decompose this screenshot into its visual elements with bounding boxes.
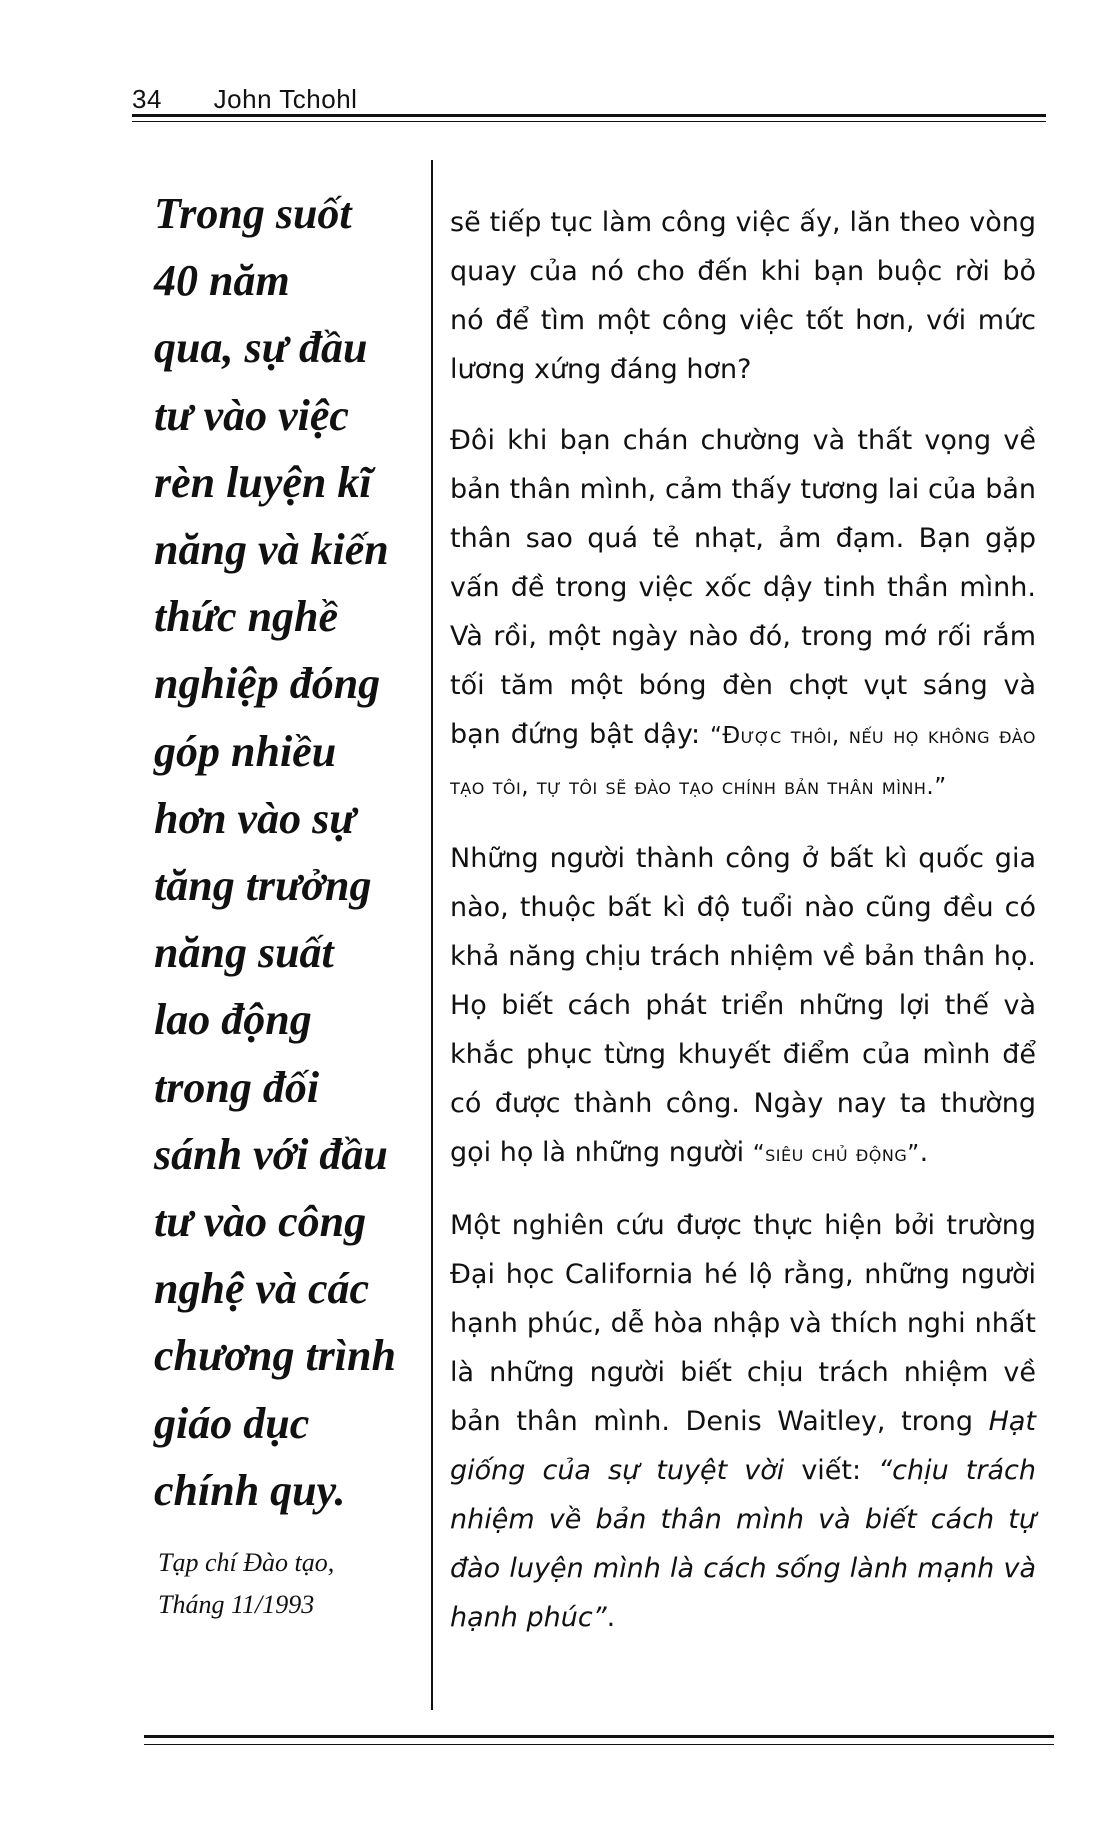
column-divider <box>431 160 433 1710</box>
paragraph-2: Đôi khi bạn chán chường và thất vọng về bản thân mình, cảm thấy tương lai của bản thân sao quá tẻ nhạt, ảm đạm. Bạn gặp vấn đề trong việc xốc dậy tinh thần mình. Và rồi, một ngày nào đó, trong mớ rối rắm tối tăm một bóng đèn chợt vụt sáng và bạn đứng bật dậy: “Được thôi, nếu họ không đào tạo tôi, tự tôi sẽ đào tạo chính bản thân mình.” <box>450 425 1036 800</box>
pull-quote-source: Tạp chí Đào tạo, Tháng 11/1993 <box>158 1548 335 1619</box>
paragraph-4: Một nghiên cứu được thực hiện bởi trường Đại học California hé lộ rằng, những người hạnh phúc, dễ hòa nhập và thích nghi nhất là những người biết chịu trách nhiệm về bản thân mình. Denis Waitley, trong Hạt giống của sự tuyệt vời viết: “chịu trách nhiệm về bản thân mình và biết cách tự đào luyện mình là cách sống lành mạnh và hạnh phúc”. <box>450 1210 1036 1633</box>
book-title: Hạt giống của sự tuyệt vời <box>450 1406 1036 1486</box>
header-rule-thin <box>132 121 1046 122</box>
running-header <box>132 84 357 115</box>
paragraph-3: Những người thành công ở bất kì quốc gia nào, thuộc bất kì độ tuổi nào cũng đều có khả năng chịu trách nhiệm về bản thân họ. Họ biết cách phát triển những lợi thế và khắc phục từng khuyết điểm của mình để có được thành công. Ngày nay ta thường gọi họ là những người “siêu chủ động”. <box>450 843 1036 1168</box>
footer-rule <box>144 1735 1054 1738</box>
paragraph-2-quote: “Được thôi, nếu họ không đào tạo tôi, tự tôi sẽ đào tạo chính bản thân mình.” <box>450 723 1036 800</box>
paragraph-3-term: “siêu chủ động” <box>752 1141 920 1167</box>
header-rule <box>132 114 1046 117</box>
running-header-author: John Tchohl <box>213 84 358 114</box>
paragraph-1: sẽ tiếp tục làm công việc ấy, lăn theo vòng quay của nó cho đến khi bạn buộc rời bỏ nó để tìm một công việc tốt hơn, với mức lương xứng đáng hơn? <box>450 207 1036 385</box>
body-text <box>450 198 1036 1664</box>
footer-rule-thin <box>144 1744 1054 1745</box>
page-number: 34 <box>132 84 162 114</box>
pull-quote: Trong suốt 40 năm qua, sự đầu tư vào việc rèn luyện kĩ năng và kiến thức nghề nghiệp đóng góp nhiều hơn vào sự tăng trưởng năng suất lao động trong đối sánh với đầu tư vào công nghệ và các chương trình giáo dục chính quy. <box>154 189 396 1515</box>
waitley-quote: “chịu trách nhiệm về bản thân mình và biết cách tự đào luyện mình là cách sống lành mạnh và hạnh phúc” <box>450 1455 1036 1633</box>
